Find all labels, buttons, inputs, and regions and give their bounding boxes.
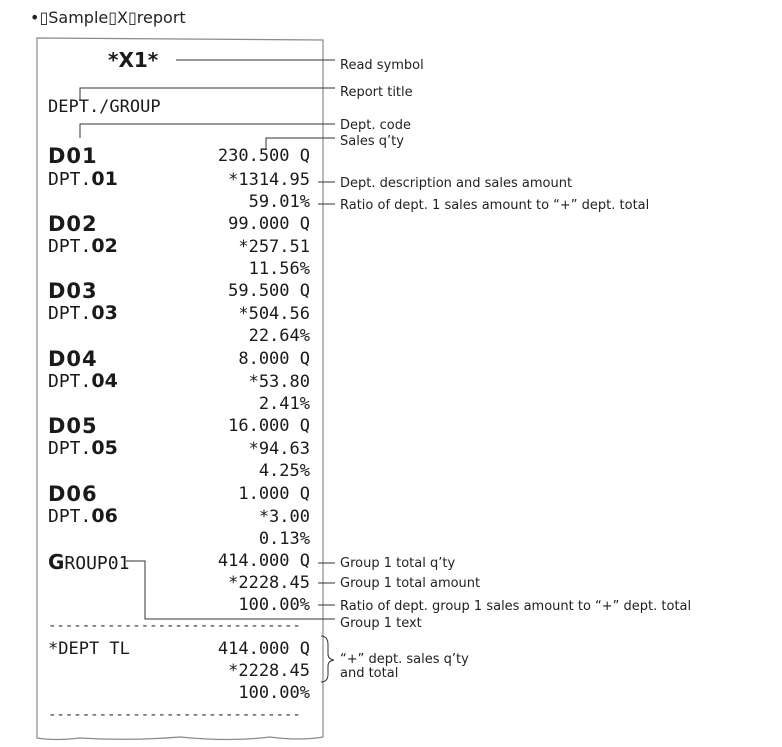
annotation-read-symbol: Read symbol bbox=[340, 58, 424, 73]
annotation-dept-desc-amount: Dept. description and sales amount bbox=[340, 176, 573, 191]
dept-sales-ratio: 11.56% bbox=[248, 259, 310, 279]
dept-description: DPT.01 bbox=[48, 168, 118, 190]
annotation-group-total-amount: Group 1 total amount bbox=[340, 576, 481, 591]
dept-sales-amount: *3.00 bbox=[258, 507, 310, 527]
separator-line: ------------------------------ bbox=[48, 618, 301, 634]
dept-sales-ratio: 59.01% bbox=[248, 192, 310, 212]
dept-sales-amount: *1314.95 bbox=[228, 170, 310, 190]
dept-sales-ratio: 2.41% bbox=[258, 394, 310, 414]
annotation-group-total-qty: Group 1 total q’ty bbox=[340, 556, 456, 571]
page-heading: •▯Sample▯X▯report bbox=[30, 8, 186, 27]
dept-sales-ratio: 4.25% bbox=[258, 461, 310, 481]
dept-sales-qty: 8.000 Q bbox=[238, 349, 310, 369]
dept-sales-amount: *94.63 bbox=[248, 439, 310, 459]
dept-sales-ratio: 0.13% bbox=[258, 529, 310, 549]
separator-line: ------------------------------ bbox=[48, 707, 301, 723]
dept-description: DPT.03 bbox=[48, 302, 118, 324]
dept-description: DPT.05 bbox=[48, 437, 118, 459]
dept-code: D04 bbox=[48, 347, 98, 371]
annotation-dept-code: Dept. code bbox=[340, 118, 411, 133]
dept-sales-amount: *504.56 bbox=[238, 304, 310, 324]
dept-description: DPT.06 bbox=[48, 505, 118, 527]
dept-code: D01 bbox=[48, 144, 98, 168]
dept-total-qty: 414.000 Q bbox=[217, 639, 310, 659]
dept-total-amount: *2228.45 bbox=[228, 661, 310, 681]
dept-sales-qty: 230.500 Q bbox=[217, 146, 310, 166]
dept-sales-ratio: 22.64% bbox=[248, 326, 310, 346]
dept-sales-qty: 16.000 Q bbox=[228, 416, 310, 436]
dept-total-label: *DEPT TL bbox=[48, 639, 130, 659]
dept-sales-amount: *53.80 bbox=[248, 372, 310, 392]
dept-code: D02 bbox=[48, 212, 98, 236]
annotation-report-title: Report title bbox=[340, 85, 413, 100]
dept-sales-amount: *257.51 bbox=[238, 237, 310, 257]
group-total-amount: *2228.45 bbox=[228, 573, 310, 593]
dept-code: D05 bbox=[48, 414, 98, 438]
dept-total-ratio: 100.00% bbox=[238, 683, 310, 703]
dept-description: DPT.04 bbox=[48, 370, 118, 392]
annotation-ratio-dept1: Ratio of dept. 1 sales amount to “+” dept. total bbox=[340, 198, 650, 213]
dept-sales-qty: 99.000 Q bbox=[228, 214, 310, 234]
report-title: DEPT./GROUP bbox=[48, 97, 161, 117]
group-total-qty: 414.000 Q bbox=[217, 551, 310, 571]
dept-description: DPT.02 bbox=[48, 235, 118, 257]
annotation-ratio-group1: Ratio of dept. group 1 sales amount to “+” dept. total bbox=[340, 599, 692, 614]
dept-sales-qty: 1.000 Q bbox=[238, 484, 310, 504]
group-ratio: 100.00% bbox=[238, 595, 310, 615]
annotation-plus-sales-line1: “+” dept. sales q’ty bbox=[340, 652, 469, 667]
dept-sales-qty: 59.500 Q bbox=[228, 281, 310, 301]
annotation-sales-qty: Sales q’ty bbox=[340, 134, 404, 149]
annotation-plus-sales-line2: and total bbox=[340, 666, 399, 681]
dept-code: D06 bbox=[48, 482, 98, 506]
annotation-group-text: Group 1 text bbox=[340, 616, 422, 631]
dept-code: D03 bbox=[48, 279, 98, 303]
group-text: GROUP01 bbox=[48, 550, 130, 574]
read-symbol: *X1* bbox=[108, 48, 159, 72]
